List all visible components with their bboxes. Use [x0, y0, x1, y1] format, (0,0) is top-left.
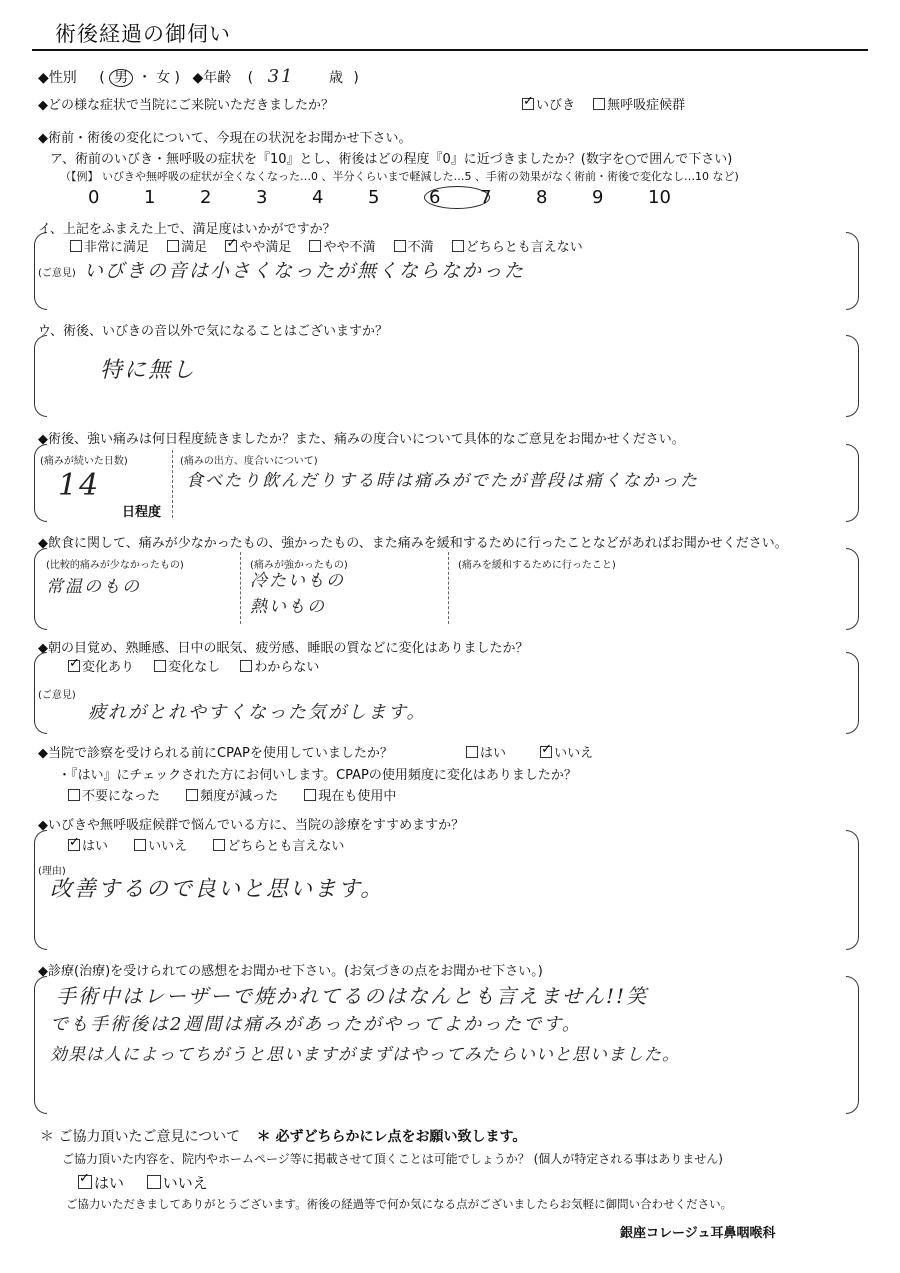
cpap-sub-opt-1: 不要になった — [82, 789, 161, 804]
pain-days-label: (痛みが続いた日数) — [40, 456, 128, 467]
satisfaction-options — [70, 236, 583, 255]
footer-question: ご協力頂いた内容を、院内やホームページ等に掲載させて頂くことは可能でしょうか？ (個人が特定される事はありません) — [62, 1152, 723, 1166]
checkbox-dissatisfied[interactable] — [394, 240, 406, 252]
morning-opt-1: 変化あり — [82, 660, 135, 675]
food-strong-label: (痛みが強かったもの) — [250, 560, 348, 571]
change-question: ◆術前・術後の変化について、今現在の状況をお聞かせ下さい。 — [38, 131, 412, 146]
age-value[interactable]: 31 — [267, 66, 295, 87]
cpap-no: いいえ — [554, 746, 594, 761]
gender-close: ) — [174, 70, 180, 86]
checkbox-unknown[interactable] — [240, 660, 252, 672]
checkbox-recommend-neither[interactable] — [213, 839, 225, 851]
gender-male[interactable]: 男 — [109, 69, 133, 87]
recommend-bracket-right — [846, 830, 859, 950]
recommend-reason-label: (理由) — [38, 866, 66, 877]
sat-opt-3: やや満足 — [239, 240, 292, 255]
checkbox-neither[interactable] — [452, 240, 464, 252]
checkbox-publish-yes[interactable] — [78, 1175, 92, 1189]
pain-degree-label: (痛みの出方、度合いについて) — [180, 456, 318, 467]
sat-opt-2: 満足 — [181, 240, 208, 255]
sat-opt-1: 非常に満足 — [84, 240, 150, 255]
gender-sep: ・ — [137, 70, 152, 86]
checkbox-snoring[interactable] — [522, 98, 534, 110]
recommend-question: ◆いびきや無呼吸症候群で悩んでいる方に、当院の診療をすすめますか？ — [38, 818, 465, 833]
symptom-opt-apnea: 無呼吸症候群 — [607, 98, 686, 113]
recommend-options — [68, 835, 344, 854]
other-bracket-left — [34, 335, 47, 417]
symptom-options — [522, 94, 685, 113]
morning-question: ◆朝の目覚め、熟睡感、日中の眠気、疲労感、睡眠の質などに変化はありましたか？ — [38, 641, 529, 656]
scale-5[interactable]: 5 — [368, 187, 380, 208]
scale-8[interactable]: 8 — [536, 187, 548, 208]
change-scale — [88, 186, 704, 209]
impression-bracket-left — [34, 976, 47, 1114]
cpap-sub-question: ・『はい』にチェックされた方にお伺いします。CPAPの使用頻度に変化はありましたか？ — [58, 768, 577, 783]
checkbox-somewhat-satisfied[interactable] — [225, 240, 237, 252]
gender-age-row — [38, 66, 359, 87]
checkbox-very-satisfied[interactable] — [70, 240, 82, 252]
cpap-options — [466, 742, 593, 761]
checkbox-satisfied[interactable] — [167, 240, 179, 252]
morning-bracket-right — [846, 652, 859, 734]
gender-label: ◆性別 — [38, 70, 77, 86]
pain-days-unit: 日程度 — [122, 505, 162, 520]
impression-line-1[interactable]: 手術中はレーザーで焼かれてるのはなんとも言えません!!笑 — [56, 984, 649, 1008]
morning-options — [68, 656, 319, 675]
footer-star-1: ＊ ご協力頂いたご意見について — [40, 1129, 241, 1145]
sat-opt-6: どちらとも言えない — [465, 240, 583, 255]
cpap-yes: はい — [480, 746, 507, 761]
food-less-label: (比較的痛みが少なかったもの) — [46, 560, 184, 571]
checkbox-changed[interactable] — [68, 660, 80, 672]
recommend-bracket-left — [34, 830, 47, 950]
sat-opt-4: やや不満 — [323, 240, 376, 255]
recommend-reason[interactable]: 改善するので良いと思います。 — [50, 877, 385, 902]
scale-6[interactable] — [424, 186, 480, 209]
other-answer[interactable]: 特に無し — [100, 358, 197, 383]
footer-star-2: ＊ 必ずどちらかにレ点をお願い致します。 — [256, 1129, 527, 1145]
cpap-sub-options — [68, 785, 396, 804]
cpap-question: ◆当院で診察を受けられる前にCPAPを使用していましたか？ — [38, 746, 393, 761]
checkbox-somewhat-dissatisfied[interactable] — [309, 240, 321, 252]
food-strong-text-2[interactable]: 熱いもの — [250, 597, 326, 617]
food-divider-2 — [448, 552, 449, 624]
age-unit: 歳 — [328, 70, 343, 86]
impression-question: ◆診療(治療)を受けられての感想をお聞かせ下さい。(お気づきの点をお聞かせ下さい。) — [38, 964, 543, 979]
satisfaction-question: イ、上記をふまえた上で、満足度はいかがですか？ — [38, 222, 336, 237]
pain-bracket-right — [846, 444, 859, 522]
food-bracket-right — [846, 548, 859, 630]
cpap-sub-opt-2: 頻度が減った — [200, 789, 279, 804]
scale-3[interactable]: 3 — [256, 187, 268, 208]
age-open: ( — [247, 70, 254, 86]
recommend-opt-2: いいえ — [148, 839, 188, 854]
footer-yes: はい — [94, 1174, 125, 1192]
checkbox-cpap-still[interactable] — [304, 789, 316, 801]
change-example: （【例】 いびきや無呼吸の症状が全くなくなった…0 、半分くらいまで軽減した…5 、手術の効果がなく術前・術後で変化なし…10 など) — [60, 170, 739, 183]
checkbox-recommend-yes[interactable] — [68, 839, 80, 851]
footer-options — [78, 1172, 208, 1193]
scale-9[interactable]: 9 — [592, 187, 604, 208]
scale-6-circled: 6 — [424, 186, 490, 209]
other-question: ウ、術後、いびきの音以外で気になることはございますか？ — [38, 324, 388, 339]
morning-opinion-label: (ご意見) — [38, 690, 76, 701]
satisfaction-bracket-right — [846, 232, 859, 310]
footer-no: いいえ — [162, 1174, 208, 1192]
gender-open: ( — [99, 70, 105, 86]
change-sub-a: ア、術前のいびき・無呼吸の症状を『10』とし、術後はどの程度『0』に近づきましたか？(数字を○で囲んで下さい) — [50, 152, 733, 167]
pain-days-value[interactable]: 14 — [58, 468, 101, 503]
footer-thanks: ご協力いただきましてありがとうございます。術後の経過等で何か気になる点がございましたらお気軽に御問い合わせください。 — [66, 1197, 733, 1211]
other-bracket-right — [846, 335, 859, 417]
scale-2[interactable]: 2 — [200, 187, 212, 208]
sat-opt-5: 不満 — [407, 240, 434, 255]
food-question: ◆飲食に関して、痛みが少なかったもの、強かったもの、また痛みを緩和するために行ったことなどがあればお聞かせください。 — [38, 536, 788, 551]
food-divider-1 — [240, 552, 241, 624]
scale-0[interactable]: 0 — [88, 187, 100, 208]
pain-divider — [172, 450, 173, 518]
pain-question: ◆術後、強い痛みは何日程度続きましたか？また、痛みの度合いについて具体的なご意見をお聞かせください。 — [38, 432, 685, 447]
checkbox-cpap-no[interactable] — [540, 746, 552, 758]
symptom-opt-snoring: いびき — [536, 98, 576, 113]
title-divider — [32, 49, 868, 51]
checkbox-publish-no[interactable] — [147, 1175, 161, 1189]
clinic-name: 銀座コレージュ耳鼻咽喉科 — [620, 1226, 776, 1241]
gender-female[interactable]: 女 — [156, 70, 171, 86]
scale-10[interactable]: 10 — [648, 187, 671, 208]
checkbox-recommend-no[interactable] — [134, 839, 146, 851]
pain-degree-text[interactable]: 食べたり飲んだりする時は痛みがでたが普段は痛くなかった — [186, 471, 699, 491]
age-close: ) — [353, 70, 359, 86]
recommend-opt-3: どちらとも言えない — [227, 839, 345, 854]
checkbox-cpap-unneeded[interactable] — [68, 789, 80, 801]
food-strong-text-1[interactable]: 冷たいもの — [250, 571, 345, 591]
cpap-sub-opt-3: 現在も使用中 — [318, 789, 397, 804]
footer-note-row — [40, 1126, 526, 1146]
food-less-text[interactable]: 常温のもの — [46, 577, 141, 597]
checkbox-cpap-reduced[interactable] — [186, 789, 198, 801]
scale-4[interactable]: 4 — [312, 187, 324, 208]
impression-bracket-right — [846, 976, 859, 1114]
satisfaction-opinion[interactable]: いびきの音は小さくなったが無くならなかった — [84, 260, 526, 282]
scale-7[interactable]: 7 — [480, 187, 492, 208]
impression-line-2[interactable]: でも手術後は2週間は痛みがあったがやってよかったです。 — [50, 1014, 582, 1035]
age-label: ◆年齢 — [192, 70, 232, 86]
symptom-question: ◆どの様な症状で当院にご来院いただきましたか？ — [38, 98, 334, 113]
checkbox-apnea[interactable] — [593, 98, 605, 110]
satisfaction-opinion-label: (ご意見) — [38, 268, 76, 279]
checkbox-no-change[interactable] — [154, 660, 166, 672]
morning-opt-2: 変化なし — [168, 660, 221, 675]
scale-1[interactable]: 1 — [144, 187, 156, 208]
food-relief-label: (痛みを緩和するために行ったこと) — [458, 560, 616, 571]
impression-line-3[interactable]: 効果は人によってちがうと思いますがまずはやってみたらいいと思いました。 — [50, 1045, 680, 1065]
morning-opinion[interactable]: 疲れがとれやすくなった気がします。 — [88, 702, 427, 723]
checkbox-cpap-yes[interactable] — [466, 746, 478, 758]
page-title: 術後経過の御伺い — [55, 22, 231, 46]
morning-opt-3: わからない — [254, 660, 320, 675]
recommend-opt-1: はい — [82, 839, 109, 854]
